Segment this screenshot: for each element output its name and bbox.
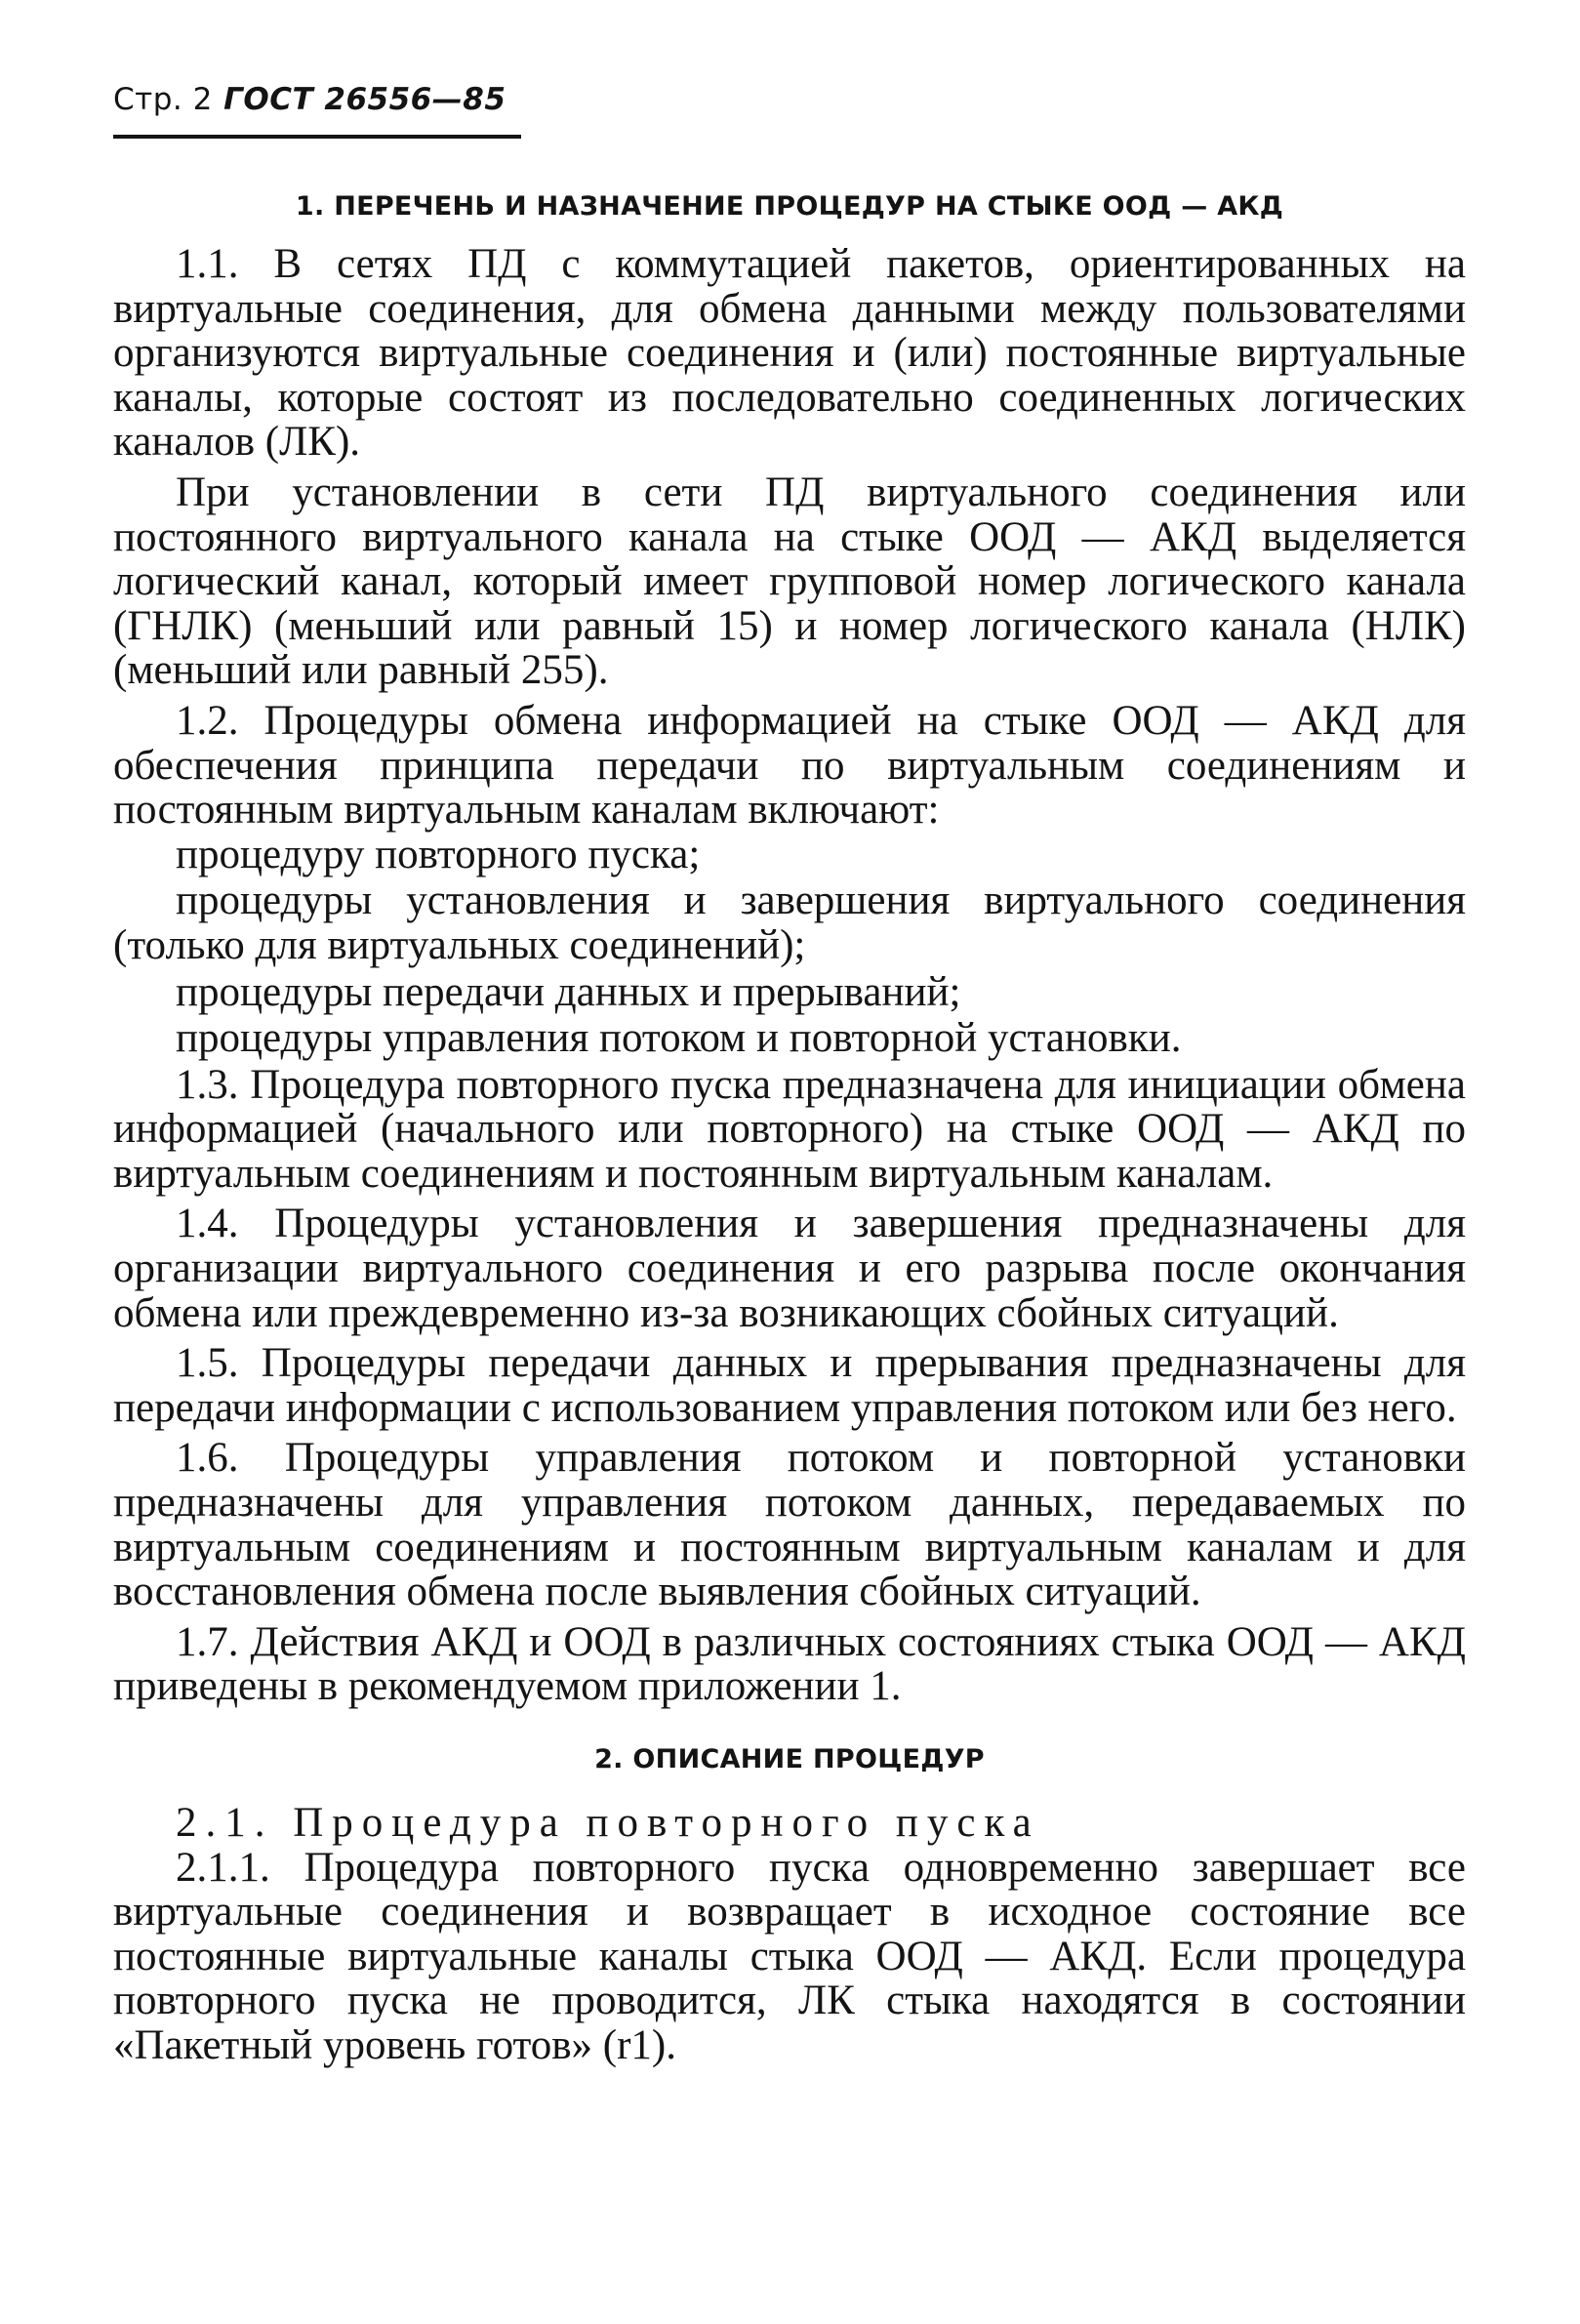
paragraph-1-1-cont: При установлении в сети ПД виртуального соединения или постоянного виртуального канала на стыке ООД — АКД выделяется логический канал, который имеет групповой номер логического канала (ГНЛК) (меньший или равный 15) и номер логического канала (НЛК) (меньший или равный 255). bbox=[113, 469, 1466, 694]
section-1-title: 1. ПЕРЕЧЕНЬ И НАЗНАЧЕНИЕ ПРОЦЕДУР НА СТЫКЕ ООД — АКД bbox=[295, 191, 1284, 222]
page-header bbox=[113, 82, 506, 117]
list-item: процедуры установления и завершения виртуального соединения (только для виртуальных соединений); bbox=[113, 877, 1466, 968]
paragraph-1-1: 1.1. В сетях ПД с коммутацией пакетов, ориентированных на виртуальные соединения, для обмена данными между пользователями организуются виртуальные соединения и (или) постоянные виртуальные каналы, которые состоят из последовательно соединенных логических каналов (ЛК). bbox=[113, 241, 1466, 466]
paragraph-1-3: 1.3. Процедура повторного пуска предназначена для инициации обмена информацией (начального или повторного) на стыке ООД — АКД по виртуальным соединениям и постоянным виртуальным каналам. bbox=[113, 1061, 1466, 1197]
paragraph-1-7: 1.7. Действия АКД и ООД в различных состояниях стыка ООД — АКД приведены в рекомендуемом приложении 1. bbox=[113, 1618, 1466, 1710]
paragraph-2-1-1: 2.1.1. Процедура повторного пуска одновременно завершает все виртуальные соединения и возвращает в исходное состояние все постоянные виртуальные каналы стыка ООД — АКД. Если процедура повторного пуска не проводится, ЛК стыка находятся в состоянии «Пакетный уровень готов» (r1). bbox=[113, 1844, 1466, 2068]
paragraph-1-5: 1.5. Процедуры передачи данных и прерывания предназначены для передачи информации с использованием управления потоком или без него. bbox=[113, 1340, 1466, 1431]
paragraph-1-4: 1.4. Процедуры установления и завершения предназначены для организации виртуального соединения и его разрыва после окончания обмена или преждевременно из-за возникающих сбойных ситуаций. bbox=[113, 1201, 1466, 1336]
list-item: процедуры передачи данных и прерываний; bbox=[176, 968, 961, 1015]
paragraph-1-2: 1.2. Процедуры обмена информацией на стыке ООД — АКД для обеспечения принципа передачи по виртуальным соединениям и постоянным виртуальным каналам включают: bbox=[113, 697, 1466, 834]
section-2-title: 2. ОПИСАНИЕ ПРОЦЕДУР bbox=[594, 1744, 985, 1774]
standard-designation: ГОСТ 26556—85 bbox=[223, 82, 506, 117]
page-number-label: Стр. 2 bbox=[113, 82, 213, 117]
document-body bbox=[113, 185, 1466, 2074]
header-rule bbox=[113, 135, 521, 139]
paragraph-1-6: 1.6. Процедуры управления потоком и повторной установки предназначены для управления потоком данных, передаваемых по виртуальным соединениям и постоянным виртуальным каналам и для восстановления обмена после выявления сбойных ситуаций. bbox=[113, 1435, 1466, 1615]
subsection-2-1-heading: 2.1. Процедура повторного пуска bbox=[176, 1800, 1040, 1846]
list-item: процедуру повторного пуска; bbox=[176, 831, 701, 877]
list-item: процедуры управления потоком и повторной установки. bbox=[176, 1015, 1182, 1062]
